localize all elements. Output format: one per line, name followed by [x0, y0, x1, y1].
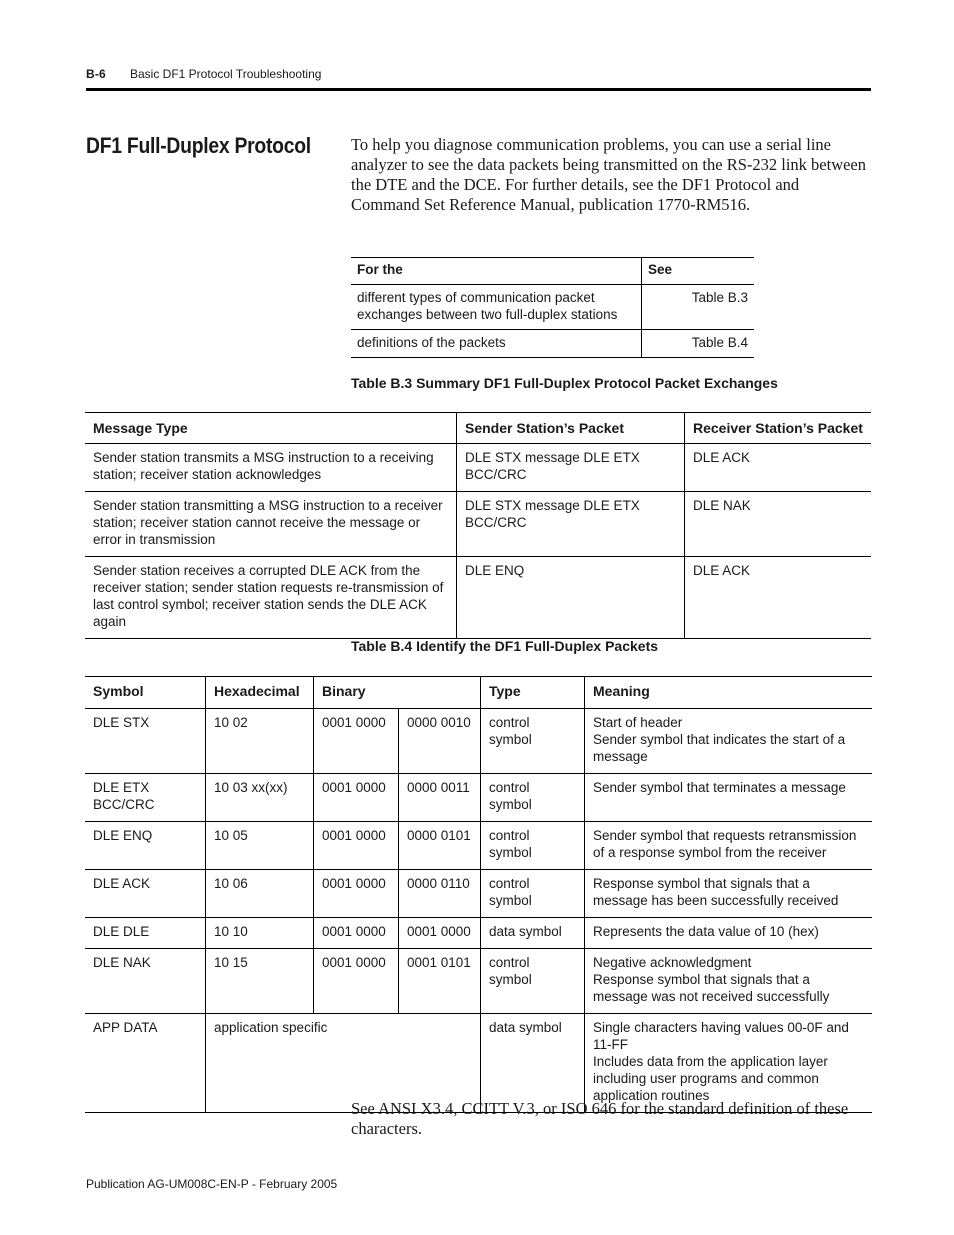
column-header: Receiver Station’s Packet: [685, 413, 872, 444]
column-header: Message Type: [85, 413, 457, 444]
table-cell: 0001 0000: [314, 870, 399, 918]
table-cell: DLE ETX BCC/CRC: [85, 774, 206, 822]
meaning-line: Response symbol that signals that a message was not received successfully: [593, 972, 830, 1004]
table-row: [85, 870, 872, 918]
column-header: Binary: [314, 677, 481, 709]
table-row: [85, 774, 872, 822]
table-cell: 10 15: [206, 949, 314, 1014]
table-cell: 0000 0110: [399, 870, 481, 918]
table-cell: Sender station transmits a MSG instruction to a receiving station; receiver station acknowledges: [85, 444, 457, 492]
table-cell: definitions of the packets: [351, 330, 642, 358]
table-header-row: [85, 413, 871, 444]
table-row: [85, 949, 872, 1014]
table-cell: 0001 0000: [314, 822, 399, 870]
meaning-line: Start of header: [593, 715, 683, 730]
table-cell: [585, 949, 873, 1014]
table-cell: 10 02: [206, 709, 314, 774]
table-cell: DLE STX: [85, 709, 206, 774]
table-cell: 10 10: [206, 918, 314, 949]
section-title: DF1 Full-Duplex Protocol: [86, 133, 311, 158]
table-row: [85, 709, 872, 774]
table-row: [85, 822, 872, 870]
table-cell: 0001 0000: [399, 918, 481, 949]
lookup-table-header: [351, 258, 754, 285]
page-number: B-6: [86, 67, 106, 81]
footer-publication: Publication AG-UM008C-EN-P - February 2005: [86, 1177, 338, 1191]
table-reference: Table B.4: [642, 330, 755, 358]
table-cell: DLE STX message DLE ETX BCC/CRC: [457, 444, 685, 492]
table-cell: application specific: [206, 1014, 481, 1113]
column-header: Hexadecimal: [206, 677, 314, 709]
table-reference: Table B.3: [642, 285, 755, 330]
table-row: [85, 492, 871, 557]
column-header: Symbol: [85, 677, 206, 709]
table-cell: Sender station receives a corrupted DLE ACK from the receiver station; sender station requests re-transmission of last control symbol; receiver station sends the DLE ACK again: [85, 557, 457, 639]
meaning-line: Represents the data value of 10 (hex): [593, 924, 819, 939]
outro-paragraph: See ANSI X3.4, CCITT V.3, or ISO 646 for the standard definition of these characters.: [351, 1099, 849, 1138]
table-cell: control symbol: [481, 709, 585, 774]
meaning-line: Negative acknowledgment: [593, 955, 752, 970]
table-cell: data symbol: [481, 918, 585, 949]
column-header: Sender Station’s Packet: [457, 413, 685, 444]
table-b4-caption: Table B.4 Identify the DF1 Full-Duplex Packets: [351, 638, 659, 654]
table-cell: [585, 1014, 873, 1113]
table-cell: DLE DLE: [85, 918, 206, 949]
table-cell: 0000 0101: [399, 822, 481, 870]
table-cell: 0001 0000: [314, 709, 399, 774]
table-cell: APP DATA: [85, 1014, 206, 1113]
table-cell: DLE ACK: [685, 444, 872, 492]
table-cell: DLE ACK: [85, 870, 206, 918]
header-rule: [86, 88, 871, 91]
column-header: For the: [351, 258, 642, 285]
table-cell: 0001 0000: [314, 949, 399, 1014]
table-cell: [585, 918, 873, 949]
table-cell: [585, 870, 873, 918]
table-cell: 10 05: [206, 822, 314, 870]
table-cell: DLE STX message DLE ETX BCC/CRC: [457, 492, 685, 557]
table-cell: control symbol: [481, 870, 585, 918]
table-cell: 0000 0011: [399, 774, 481, 822]
table-cell: DLE NAK: [85, 949, 206, 1014]
intro-paragraph: To help you diagnose communication problems, you can use a serial line analyzer to see the data packets being transmitted on the RS-232 link between the DTE and the DCE. For further details, see the DF1 Protocol and Command Set Reference Manual, publication 1770-RM516.: [351, 135, 867, 214]
table-cell: 10 03 xx(xx): [206, 774, 314, 822]
table-cell: DLE ENQ: [457, 557, 685, 639]
table-cell: DLE ENQ: [85, 822, 206, 870]
table-row: [85, 1014, 872, 1113]
table-header-row: [85, 677, 872, 709]
meaning-line: Sender symbol that requests retransmission of a response symbol from the receiver: [593, 828, 857, 860]
column-header: Type: [481, 677, 585, 709]
meaning-line: Includes data from the application layer including user programs and common application routines: [593, 1054, 828, 1103]
table-b3: [85, 412, 871, 639]
table-cell: [585, 822, 873, 870]
table-b4-body: [85, 709, 872, 1014]
table-row: [351, 285, 754, 330]
table-cell: 0000 0010: [399, 709, 481, 774]
table-cell: 0001 0000: [314, 774, 399, 822]
table-cell: Sender station transmitting a MSG instruction to a receiver station; receiver station cannot receive the message or error in transmission: [85, 492, 457, 557]
table-b4: [85, 676, 872, 1113]
table-row: [85, 444, 871, 492]
meaning-line: Single characters having values 00-0F and 11-FF: [593, 1020, 849, 1052]
lookup-table: [351, 257, 754, 358]
table-cell: DLE NAK: [685, 492, 872, 557]
meaning-line: Response symbol that signals that a message has been successfully received: [593, 876, 839, 908]
table-cell: [585, 774, 873, 822]
meaning-line: Sender symbol that indicates the start of a message: [593, 732, 846, 764]
table-cell: control symbol: [481, 949, 585, 1014]
table-cell: control symbol: [481, 822, 585, 870]
column-header: Meaning: [585, 677, 873, 709]
table-cell: control symbol: [481, 774, 585, 822]
table-row: [85, 918, 872, 949]
table-cell: [585, 709, 873, 774]
meaning-line: Sender symbol that terminates a message: [593, 780, 846, 795]
table-cell: DLE ACK: [685, 557, 872, 639]
table-row: [351, 330, 754, 358]
table-cell: 0001 0101: [399, 949, 481, 1014]
chapter-title: Basic DF1 Protocol Troubleshooting: [130, 67, 322, 81]
table-b3-caption: Table B.3 Summary DF1 Full-Duplex Protocol Packet Exchanges: [351, 375, 778, 391]
column-header: See: [642, 258, 755, 285]
table-cell: different types of communication packet exchanges between two full-duplex stations: [351, 285, 642, 330]
table-row: [85, 557, 871, 639]
table-cell: data symbol: [481, 1014, 585, 1113]
table-cell: 0001 0000: [314, 918, 399, 949]
table-cell: 10 06: [206, 870, 314, 918]
